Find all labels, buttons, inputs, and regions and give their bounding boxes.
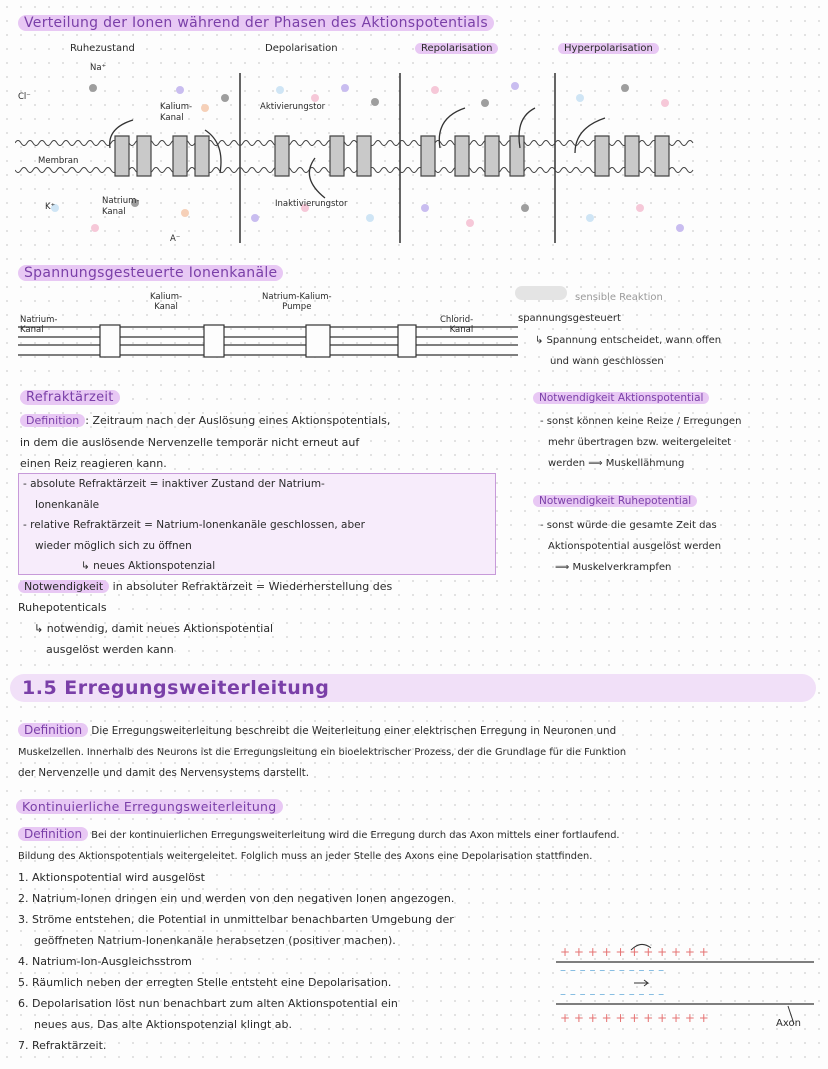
svg-text:+ + + + + + + + + +: + + + + + + + + + + + [560,1011,709,1025]
section-title-refraktaerzeit: Refraktärzeit [20,390,120,405]
right2-line-2: Aktionspotential ausgelöst werden [548,541,722,552]
erregung-def-line-3: der Nervenzelle und damit des Nervensystems darstellt. [18,767,310,779]
phase-label-repolarisation: Repolarisation [415,43,498,54]
right-title-ruhepotential: Notwendigkeit Ruhepotential [533,495,697,507]
step-2: 2. Natrium-Ionen dringen ein und werden von den negativen Ionen angezogen. [18,892,455,905]
refraktaer-def-line-2: in dem die auslösende Nervenzelle temporär nicht erneut auf [20,436,360,449]
label-axon: Axon [776,1018,801,1029]
steps-list [18,867,454,1056]
label-membran: Membran [38,156,79,166]
erregung-def-line-2: Muskelzellen. Innerhalb des Neurons ist die Erregungsleitung ein bioelektrischer Prozess, der die Grundlage für die Funktion [18,747,627,758]
kontinuierlich-def-line-1: Definition Bei der kontinuierlichen Erregungsweiterleitung wird die Erregung durch das Axon mittels einer fortlaufend. [18,824,620,846]
phase-label-depolarisation: Depolarisation [265,43,338,54]
right1-line-3: werden ⟹ Muskellähmung [548,458,685,469]
right-title-aktionspotential: Notwendigkeit Aktionspotential [533,392,709,404]
erregung-def-line-1: Definition Die Erregungsweiterleitung beschreibt die Weiterleitung einer elektrischen Erregung in Neuronen und [18,720,616,742]
label-definition: Definition [20,414,85,427]
label-natrium-kanal-2: Natrium- Kanal [20,315,58,335]
label-chlorid-kanal: Chlorid- Kanal [440,315,474,335]
phase-label-hyperpolarisation: Hyperpolarisation [558,43,659,54]
label-inaktivierungstor: Inaktivierungstor [275,199,348,209]
section-title-ion-channels: Spannungsgesteuerte Ionenkanäle [18,265,283,281]
notwendigkeit-line: Notwendigkeit in absoluter Refraktärzeit = Wiederherstellung des [18,576,392,597]
label-aktivierungstor: Aktivierungstor [260,102,326,112]
right1-line-2: mehr übertragen bzw. weitergeleitet [548,437,732,448]
subtitle-kontinuierlich: Kontinuierliche Erregungsweiterleitung [16,799,283,814]
side-sensible: sensible Reaktion [575,292,663,303]
label-na-ion: Na⁺ [90,63,107,73]
step-4: 4. Natrium-Ion-Ausgleichsstrom [18,955,192,968]
label-cl-ion: Cl⁻ [18,92,31,102]
refraktaer-def-line-3: einen Reiz reagieren kann. [20,457,167,470]
step-3-cont: geöffneten Natrium-Ionenkanäle herabsetzen (positiver machen). [34,934,396,947]
label-kalium-kanal: Kalium- Kanal [160,102,193,123]
step-7: 7. Refraktärzeit. [18,1039,107,1052]
notwendigkeit-line-4: ausgelöst werden kann [46,643,174,656]
section-title-erregungsweiterleitung: 1.5 Erregungsweiterleitung [22,677,330,699]
label-natrium-kanal: Natrium- Kanal [102,196,140,217]
label-a-ion: A⁻ [170,234,181,244]
right2-line-1: - sonst würde die gesamte Zeit das [540,520,717,531]
step-3: 3. Ströme entstehen, die Potential in unmittelbar benachbarten Umgebung der [18,913,454,926]
step-1: 1. Aktionspotential wird ausgelöst [18,871,205,884]
step-5: 5. Räumlich neben der erregten Stelle entsteht eine Depolarisation. [18,976,392,989]
step-6-cont: neues aus. Das alte Aktionspotenzial klingt ab. [34,1018,293,1031]
svg-text:– – – – – – – – – –: – – – – – – – – – – – [560,987,665,1001]
step-6: 6. Depolarisation löst nun benachbart zum alten Aktionspotential ein [18,997,398,1010]
label-k-ion: K⁺ [45,202,56,212]
side-line-1: spannungsgesteuert [518,313,621,324]
svg-text:+ + + + + + + + + +: + + + + + + + + + + + [560,945,709,959]
notwendigkeit-line-2: Ruhepotenticals [18,601,107,614]
notwendigkeit-line-3: ↳ notwendig, damit neues Aktionspotential [34,622,274,635]
right1-line-1: - sonst können keine Reize / Erregungen [540,416,742,427]
side-line-3: und wann geschlossen [550,356,664,367]
svg-text:– – – – – – – – – –: – – – – – – – – – – – [560,963,665,977]
refraktaer-definition: Definition : Zeitraum nach der Auslösung eines Aktionspotentials, [20,410,390,431]
kontinuierlich-def-line-2: Bildung des Aktionspotentials weitergeleitet. Folglich muss an jeder Stelle des Axons eine Depolarisation stattfinden. [18,851,593,862]
membrane-phases-diagram [15,58,715,248]
refraktaer-box: - absolute Refraktärzeit = inaktiver Zustand der Natrium- Ionenkanäle - relative Refraktärzeit = Natrium-Ionenkanäle geschlossen, aber wieder möglich sich zu öffnen ↳ neues Aktionspotenzial [18,473,496,575]
label-kalium-kanal-2: Kalium- Kanal [150,292,183,312]
section-title-ion-distribution: Verteilung der Ionen während der Phasen des Aktionspotentials [18,15,494,31]
right2-line-3: ⟹ Muskelverkrampfen [555,562,672,573]
label-pumpe: Natrium-Kalium- Pumpe [262,292,332,312]
marker-gray [515,286,567,300]
phase-label-rest: Ruhezustand [70,43,135,54]
side-line-2: ↳ Spannung entscheidet, wann offen [535,335,722,346]
